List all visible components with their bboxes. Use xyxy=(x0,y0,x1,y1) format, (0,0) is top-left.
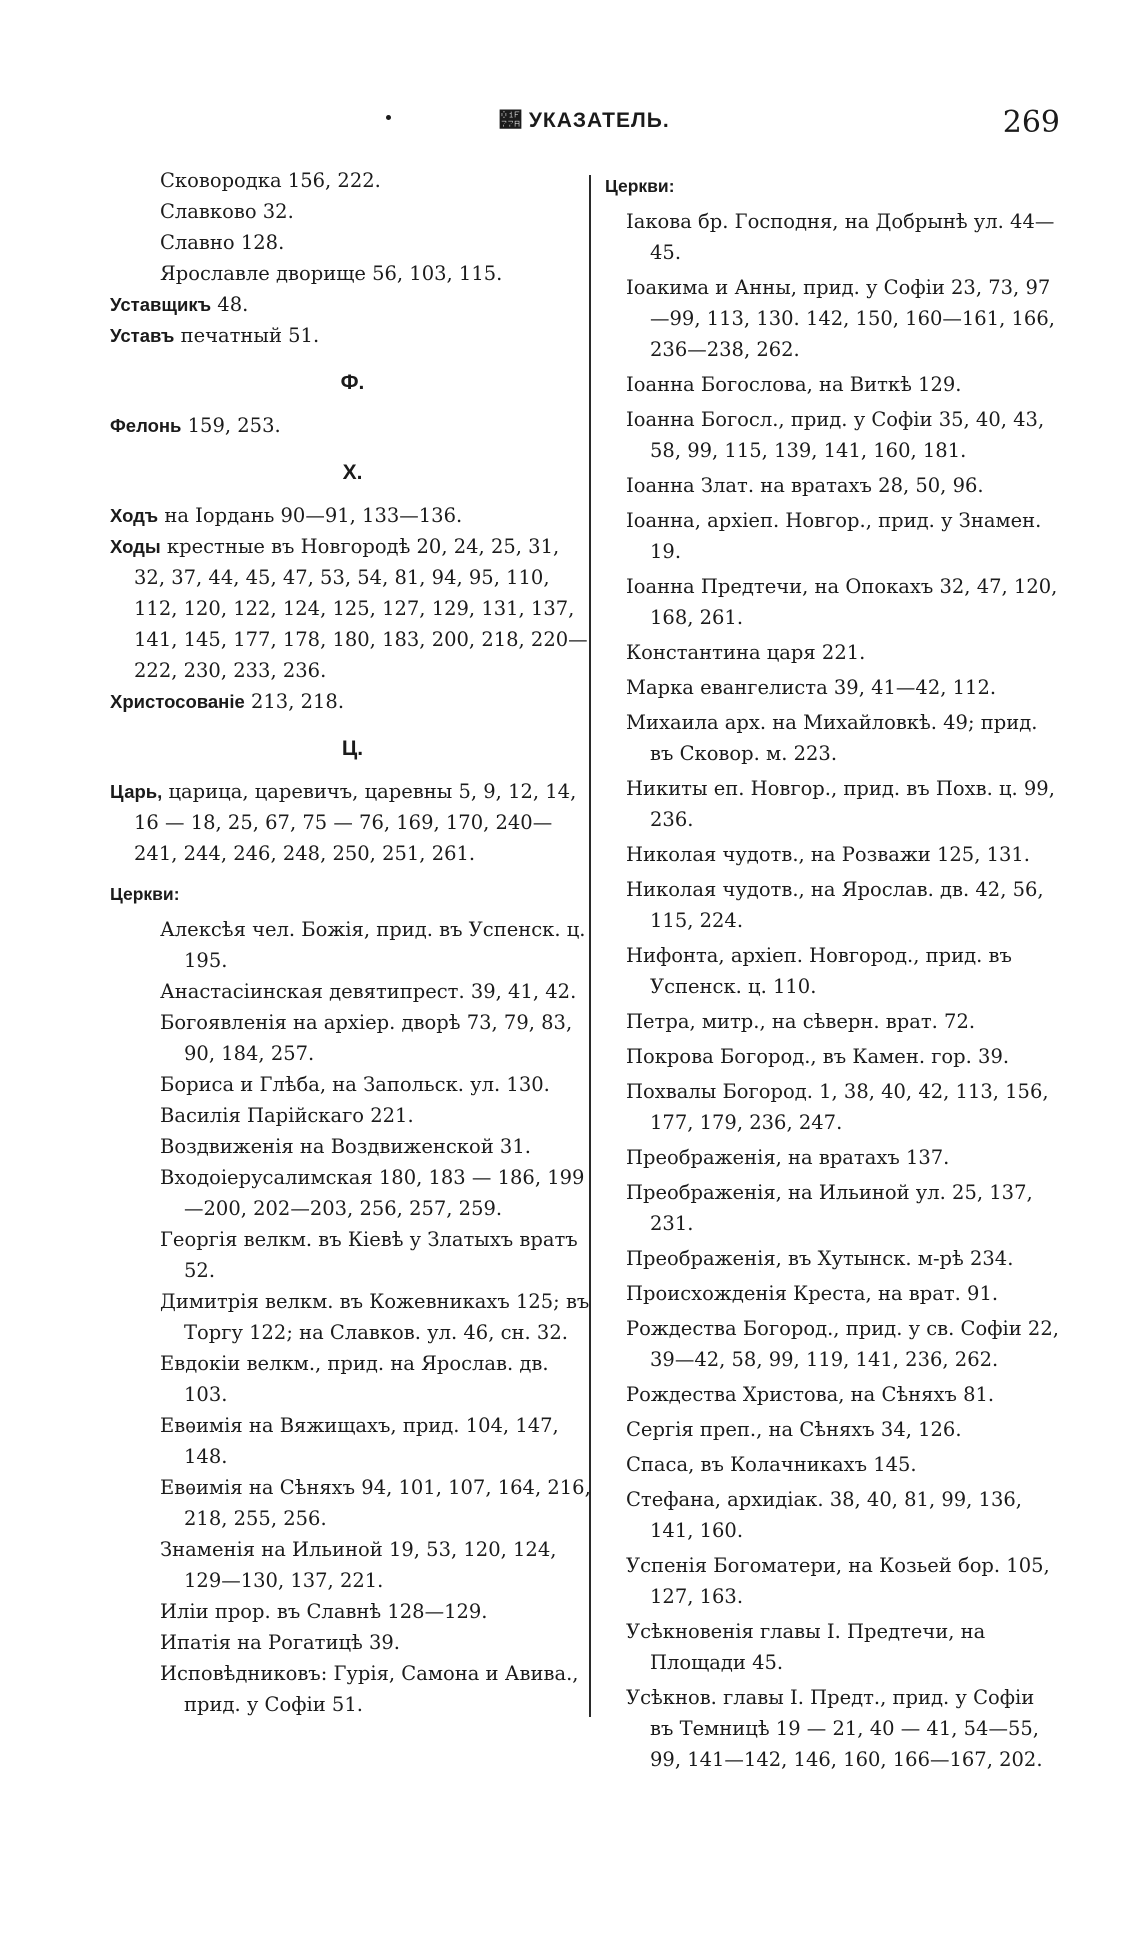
church-entry: Іакова бр. Господня, на Добрынѣ ул. 44—45. xyxy=(626,210,1055,264)
church-entry: Ипатія на Рогатицѣ 39. xyxy=(160,1631,400,1654)
church-entry: Іоанна Богосл., прид. у Софіи 35, 40, 43, 58, 99, 115, 139, 141, 160, 181. xyxy=(626,408,1045,462)
church-entry: Николая чудотв., на Розважи 125, 131. xyxy=(626,843,1031,866)
running-title: 🝺 УКАЗАТЕЛЬ. xyxy=(500,109,670,132)
church-entry: Іоанна Предтечи, на Опокахъ 32, 47, 120, 168, 261. xyxy=(626,575,1058,629)
index-entry xyxy=(110,500,595,531)
church-entry: Марка евангелиста 39, 41—42, 112. xyxy=(626,676,997,699)
church-entry: Анастасіинская девятипрест. 39, 41, 42. xyxy=(160,980,577,1003)
church-entry: Николая чудотв., на Ярослав. дв. 42, 56, 115, 224. xyxy=(626,878,1044,932)
index-entry xyxy=(110,410,595,441)
entry-refs: 48. xyxy=(211,293,249,316)
dot-mark xyxy=(386,115,391,120)
church-entry: Иліи прор. въ Славнѣ 128—129. xyxy=(160,1600,488,1623)
churches-list xyxy=(605,206,1060,1775)
index-entry xyxy=(110,531,595,686)
church-entry: Алексѣя чел. Божія, прид. въ Успенск. ц. 195. xyxy=(160,918,586,972)
church-entry: Знаменія на Ильиной 19, 53, 120, 124, 129—130, 137, 221. xyxy=(160,1538,557,1592)
church-entry: Стефана, архидіак. 38, 40, 81, 99, 136, 141, 160. xyxy=(626,1488,1022,1542)
church-entry: Бориса и Глѣба, на Запольск. ул. 130. xyxy=(160,1073,550,1096)
church-entry: Исповѣдниковъ: Гурія, Самона и Авива., прид. у Софіи 51. xyxy=(160,1662,579,1716)
entry-refs: царица, царевичъ, царевны 5, 9, 12, 14, 16 — 18, 25, 67, 75 — 76, 169, 170, 240—241, 244, 246, 248, 250, 251, 261. xyxy=(134,780,577,865)
church-entry: Входоіерусалимская 180, 183 — 186, 199—200, 202—203, 256, 257, 259. xyxy=(160,1166,585,1220)
entry-term: Христосованіе xyxy=(110,691,245,712)
church-entry: Георгія велкм. въ Кіевѣ у Златыхъ вратъ 52. xyxy=(160,1228,578,1282)
churches-list xyxy=(110,914,595,1720)
entry-term: Фелонь xyxy=(110,415,182,436)
section-letter: Ц. xyxy=(341,737,364,760)
churches-heading: Церкви: xyxy=(605,176,675,196)
entry-refs: крестные въ Новгородѣ 20, 24, 25, 31, 32, 37, 44, 45, 47, 53, 54, 81, 94, 95, 110, 112, 120, 122, 124, 125, 127, 129, 131, 137, 141, 145, 177, 178, 180, 183, 200, 218, 220—222, 230, 233, 236. xyxy=(134,535,588,682)
church-entry: Спаса, въ Колачникахъ 145. xyxy=(626,1453,917,1476)
church-entry: Нифонта, архіеп. Новгород., прид. въ Успенск. ц. 110. xyxy=(626,944,1012,998)
church-entry: Никиты еп. Новгор., прид. въ Похв. ц. 99, 236. xyxy=(626,777,1055,831)
churches-heading: Церкви: xyxy=(110,884,180,904)
index-subentry: Ярославле дворище 56, 103, 115. xyxy=(160,262,503,285)
entry-refs: 213, 218. xyxy=(244,690,345,713)
index-entry xyxy=(110,289,595,320)
left-column xyxy=(110,165,595,1720)
church-entry: Происхожденія Креста, на врат. 91. xyxy=(626,1282,999,1305)
index-entry xyxy=(110,776,595,869)
church-entry: Іоанна Богослова, на Виткѣ 129. xyxy=(626,373,962,396)
church-entry: Петра, митр., на сѣверн. врат. 72. xyxy=(626,1010,976,1033)
index-subentry: Славно 128. xyxy=(160,231,285,254)
entry-refs: на Іордань 90—91, 133—136. xyxy=(158,504,463,527)
section-letter: Х. xyxy=(342,461,363,484)
church-entry: Сергія преп., на Сѣняхъ 34, 126. xyxy=(626,1418,962,1441)
page-number: 269 xyxy=(1002,105,1060,140)
entry-term: Ходъ xyxy=(110,505,159,526)
church-entry: Евѳимія на Сѣняхъ 94, 101, 107, 164, 216, 218, 255, 256. xyxy=(160,1476,591,1530)
church-entry: Преображенія, въ Хутынск. м-рѣ 234. xyxy=(626,1247,1014,1270)
church-entry: Успенія Богоматери, на Козьей бор. 105, 127, 163. xyxy=(626,1554,1050,1608)
church-entry: Константина царя 221. xyxy=(626,641,866,664)
right-column xyxy=(605,165,1060,1779)
church-entry: Покрова Богород., въ Камен. гор. 39. xyxy=(626,1045,1010,1068)
entry-term: Уставъ xyxy=(110,325,175,346)
carry-over-list xyxy=(110,165,595,289)
index-subentry: Славково 32. xyxy=(160,200,294,223)
church-entry: Василія Парійскаго 221. xyxy=(160,1104,414,1127)
church-entry: Рождества Христова, на Сѣняхъ 81. xyxy=(626,1383,995,1406)
entry-refs: печатный 51. xyxy=(174,324,320,347)
church-entry: Рождества Богород., прид. у св. Софіи 22, 39—42, 58, 99, 119, 141, 236, 262. xyxy=(626,1317,1059,1371)
church-entry: Преображенія, на Ильиной ул. 25, 137, 231. xyxy=(626,1181,1033,1235)
entry-term: Уставщикъ xyxy=(110,294,212,315)
church-entry: Воздвиженія на Воздвиженской 31. xyxy=(160,1135,531,1158)
page-header xyxy=(0,105,1140,145)
index-subentry: Сковородка 156, 222. xyxy=(160,169,381,192)
church-entry: Іоанна Злат. на вратахъ 28, 50, 96. xyxy=(626,474,984,497)
church-entry: Усѣкновенія главы І. Предтечи, на Площади 45. xyxy=(626,1620,986,1674)
church-entry: Богоявленія на архіер. дворѣ 73, 79, 83, 90, 184, 257. xyxy=(160,1011,573,1065)
entry-term: Ходы xyxy=(110,536,161,557)
index-entry xyxy=(110,320,595,351)
entry-term: Царь, xyxy=(110,781,163,802)
church-entry: Іоанна, архіеп. Новгор., прид. у Знамен. 19. xyxy=(626,509,1042,563)
church-entry: Евдокіи велкм., прид. на Ярослав. дв. 103. xyxy=(160,1352,549,1406)
church-entry: Іоакима и Анны, прид. у Софіи 23, 73, 97—99, 113, 130. 142, 150, 160—161, 166, 236—238, 262. xyxy=(626,276,1055,361)
index-entry xyxy=(110,686,595,717)
church-entry: Преображенія, на вратахъ 137. xyxy=(626,1146,950,1169)
entry-refs: 159, 253. xyxy=(181,414,281,437)
church-entry: Усѣкнов. главы І. Предт., прид. у Софіи въ Темницѣ 19 — 21, 40 — 41, 54—55, 99, 141—142, 146, 160, 166—167, 202. xyxy=(626,1686,1043,1771)
church-entry: Михаила арх. на Михайловкѣ. 49; прид. въ Сковор. м. 223. xyxy=(626,711,1038,765)
church-entry: Димитрія велкм. въ Кожевникахъ 125; въ Торгу 122; на Славков. ул. 46, сн. 32. xyxy=(160,1290,590,1344)
church-entry: Похвалы Богород. 1, 38, 40, 42, 113, 156, 177, 179, 236, 247. xyxy=(626,1080,1049,1134)
section-letter: Ф. xyxy=(340,371,365,394)
church-entry: Евѳимія на Вяжищахъ, прид. 104, 147, 148. xyxy=(160,1414,559,1468)
